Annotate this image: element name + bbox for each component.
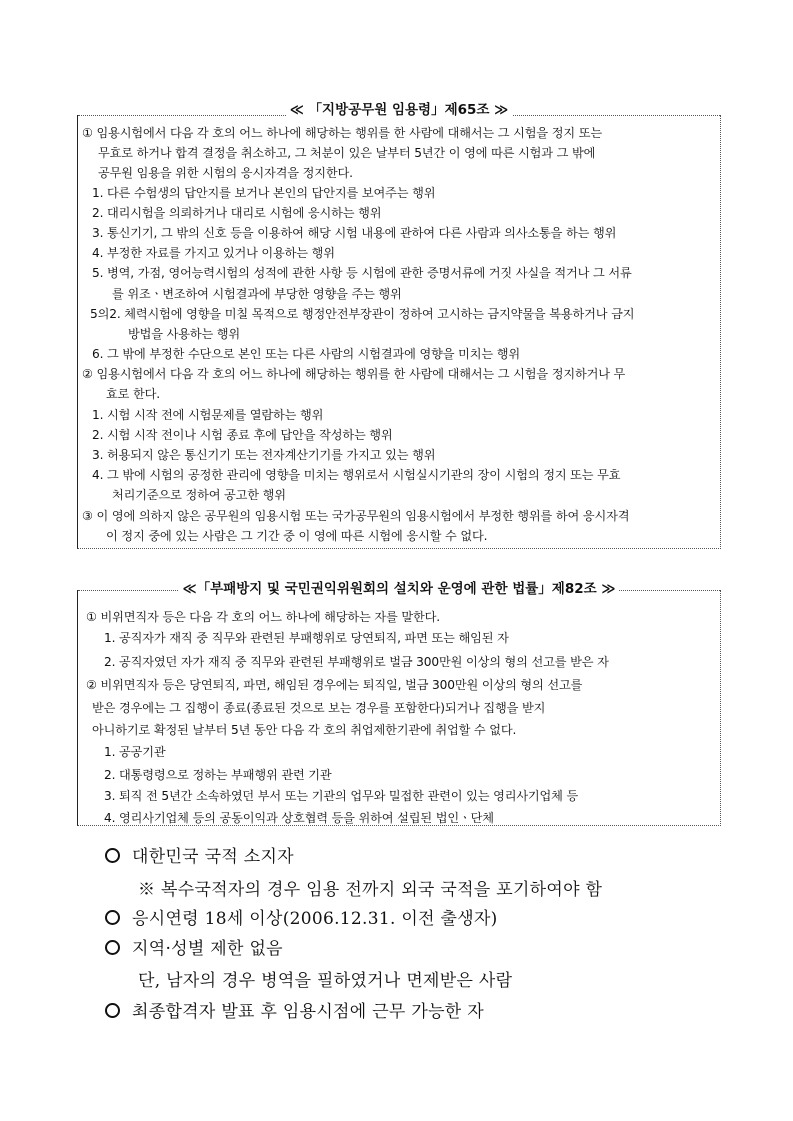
clause-text: ② 임용시험에서 다음 각 호의 어느 하나에 해당하는 행위를 한 사람에 대해서는 그 시험을 정지하거나 무 — [82, 367, 626, 381]
requirement-item: 대한민국 국적 소지자 — [105, 846, 294, 868]
requirement-note: 단, 남자의 경우 병역을 필하였거나 면제받은 사람 — [138, 971, 513, 991]
item-text: 1. 공공기관 — [104, 745, 166, 759]
clause-text: ③ 이 영에 의하지 않은 공무원의 임용시험 또는 국가공무원의 임용시험에서 부정한 행위를 하여 응시자격 — [82, 509, 630, 523]
clause-text: ① 비위면직자 등은 다음 각 호의 어느 하나에 해당하는 자를 말한다. — [86, 610, 440, 624]
requirement-item: 응시연령 18세 이상(2006.12.31. 이전 출생자) — [105, 908, 498, 930]
clause-text: ① 임용시험에서 다음 각 호의 어느 하나에 해당하는 행위를 한 사람에 대해서는 그 시험을 정지 또는 — [82, 126, 602, 140]
item-text: 3. 통신기기, 그 밖의 신호 등을 이용하여 해당 시험 내용에 관하여 다른 사람과 의사소통을 하는 행위 — [92, 226, 617, 240]
clause-text: ② 비위면직자 등은 당연퇴직, 파면, 해임된 경우에는 퇴직일, 벌금 300만원 이상의 형의 선고를 — [86, 678, 583, 692]
requirement-item: 지역·성별 제한 없음 — [105, 938, 283, 960]
clause-text: 아니하기로 확정된 날부터 5년 동안 다음 각 호의 취업제한기관에 취업할 수 없다. — [92, 723, 517, 737]
item-text: 4. 그 밖에 시험의 공정한 관리에 영향을 미치는 행위로서 시험실시기관의 장이 시험의 정지 또는 무효 — [92, 468, 621, 482]
clause-text: 무효로 하거나 합격 결정을 취소하고, 그 처분이 있은 날부터 5년간 이 영에 따른 시험과 그 밖에 — [98, 146, 596, 160]
item-text: 2. 공직자였던 자가 재직 중 직무와 관련된 부패행위로 벌금 300만원 이상의 형의 선고를 받은 자 — [104, 655, 609, 669]
item-text: 처리기준으로 정하여 공고한 행위 — [112, 488, 286, 502]
law-box-title: ≪「부패방지 및 국민권익위원회의 설치와 운영에 관한 법률」제82조 ≫ — [78, 580, 720, 598]
item-text: 1. 시험 시작 전에 시험문제를 열람하는 행위 — [92, 408, 324, 422]
hollow-circle-bullet-icon — [105, 848, 120, 863]
requirement-note: ※ 복수국적자의 경우 임용 전까지 외국 국적을 포기하여야 함 — [138, 880, 603, 900]
item-text: 3. 허용되지 않은 통신기기 또는 전자계산기기를 가지고 있는 행위 — [92, 448, 436, 462]
item-text: 3. 퇴직 전 5년간 소속하였던 부서 또는 기관의 업무와 밀접한 관련이 있는 영리사기업체 등 — [104, 789, 579, 803]
item-text: 를 위조ㆍ변조하여 시험결과에 부당한 영향을 주는 행위 — [112, 287, 402, 301]
item-text: 4. 부정한 자료를 가지고 있거나 이용하는 행위 — [92, 246, 335, 260]
item-text: 2. 대리시험을 의뢰하거나 대리로 시험에 응시하는 행위 — [92, 206, 382, 220]
item-text: 6. 그 밖에 부정한 수단으로 본인 또는 다른 사람의 시험결과에 영향을 미치는 행위 — [92, 347, 520, 361]
item-text: 방법을 사용하는 행위 — [128, 327, 241, 341]
requirement-item: 최종합격자 발표 후 임용시점에 근무 가능한 자 — [105, 1001, 484, 1023]
clause-text: 받은 경우에는 그 집행이 종료(종료된 것으로 보는 경우를 포함한다)되거나 집행을 받지 — [92, 701, 546, 715]
item-text: 5. 병역, 가점, 영어능력시험의 성적에 관한 사항 등 시험에 관한 증명서류에 거짓 사실을 적거나 그 서류 — [92, 266, 632, 280]
hollow-circle-bullet-icon — [105, 910, 120, 925]
item-text: 5의2. 체력시험에 영향을 미칠 목적으로 행정안전부장관이 정하여 고시하는 금지약물을 복용하거나 금지 — [90, 307, 635, 321]
hollow-circle-bullet-icon — [105, 940, 120, 955]
law-box-title: ≪ 「지방공무원 임용령」제65조 ≫ — [78, 101, 720, 119]
item-text: 2. 시험 시작 전이나 시험 종료 후에 답안을 작성하는 행위 — [92, 428, 393, 442]
clause-text: 이 정지 중에 있는 사람은 그 기간 중 이 영에 따른 시험에 응시할 수 없다. — [106, 529, 488, 543]
item-text: 4. 영리사기업체 등의 공동이익과 상호협력 등을 위하여 설립된 법인ㆍ단체 — [104, 811, 494, 825]
clause-text: 효로 한다. — [106, 387, 160, 401]
hollow-circle-bullet-icon — [105, 1003, 120, 1018]
clause-text: 공무원 임용을 위한 시험의 응시자격을 정지한다. — [98, 166, 353, 180]
item-text: 2. 대통령령으로 정하는 부패행위 관련 기관 — [104, 768, 332, 782]
item-text: 1. 다른 수험생의 답안지를 보거나 본인의 답안지를 보여주는 행위 — [92, 186, 436, 200]
item-text: 1. 공직자가 재직 중 직무와 관련된 부패행위로 당연퇴직, 파면 또는 해임된 자 — [104, 631, 509, 645]
